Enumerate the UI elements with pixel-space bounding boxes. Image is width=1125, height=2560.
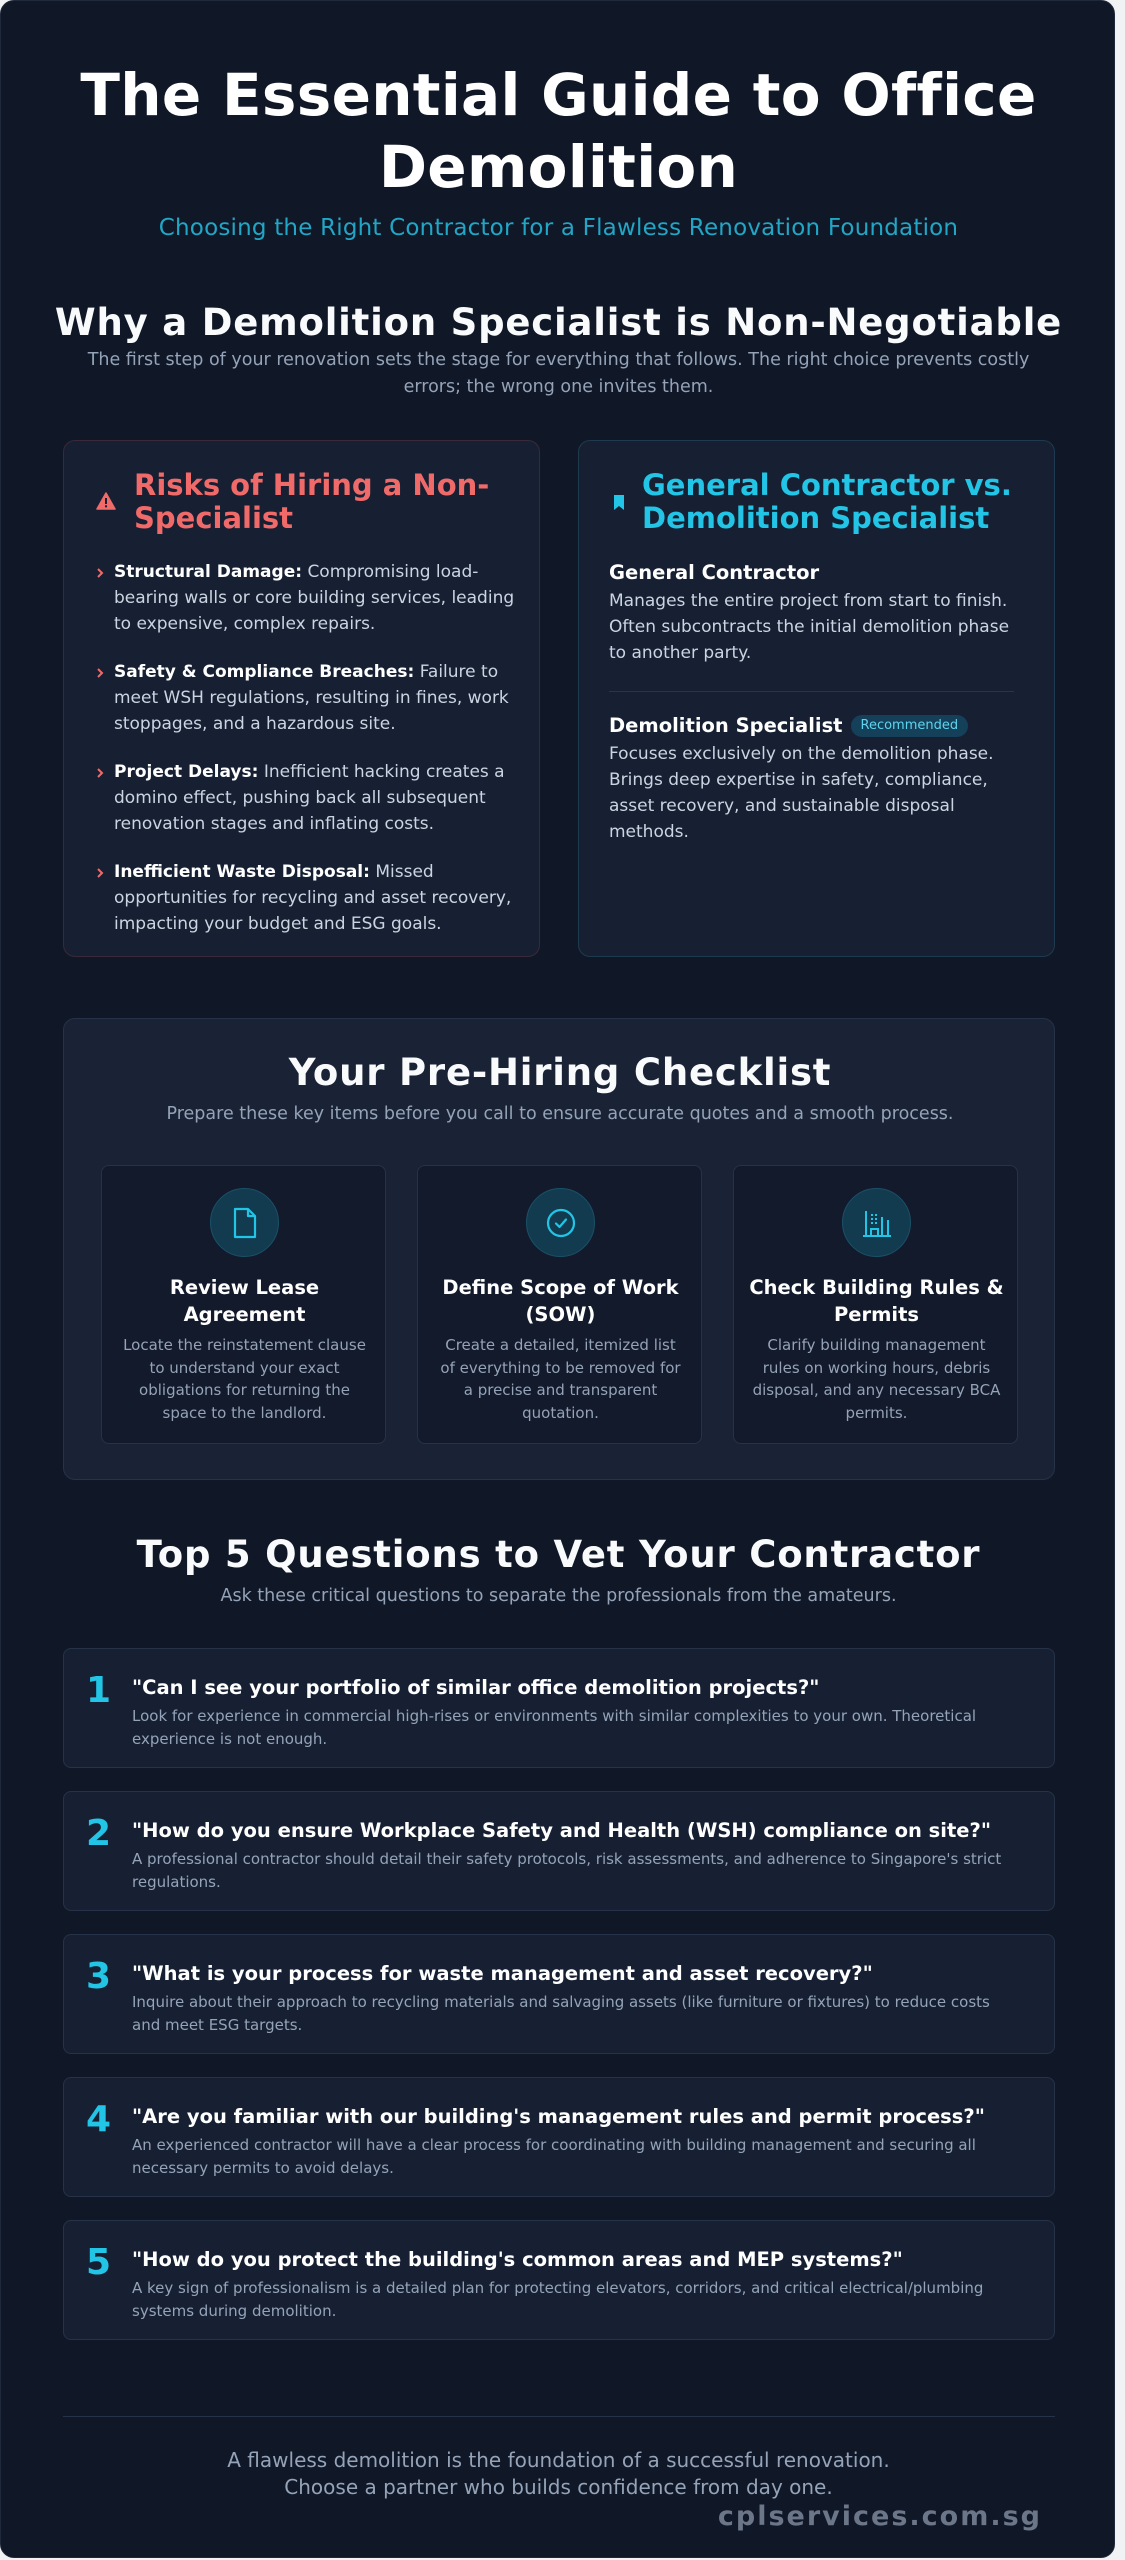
question-text: Inquire about their approach to recycling materials and salvaging assets (like furniture or fixtures) to reduce costs and meet ESG targets. <box>132 1993 990 2034</box>
checklist-item <box>101 1165 386 1444</box>
checklist-subtitle: Prepare these key items before you call to ensure accurate quotes and a smooth process. <box>166 1104 954 1124</box>
risk-label: Inefficient Waste Disposal: <box>114 862 370 882</box>
checklist-item-text: Clarify building management rules on working hours, debris disposal, and any necessary BCA permits. <box>752 1336 1001 1422</box>
question-number: 5 <box>86 2242 112 2283</box>
comparison-card-title: General Contractor vs. Demolition Specialist <box>642 468 1012 535</box>
recommended-badge: Recommended <box>851 715 969 737</box>
risk-text: Inefficient hacking creates a domino effect, pushing back all subsequent renovation stages and inflating costs. <box>114 762 505 834</box>
checklist-item <box>733 1165 1018 1444</box>
bookmark-icon <box>613 494 625 511</box>
demolition-specialist-text: Focuses exclusively on the demolition phase. Brings deep expertise in safety, compliance, asset recovery, and sustainable disposal methods. <box>609 744 994 842</box>
footer-line-2: Choose a partner who builds confidence from day one. <box>284 2475 833 2499</box>
checklist-item-text: Create a detailed, itemized list of everything to be removed for a precise and transparent quotation. <box>440 1336 681 1422</box>
question-number: 1 <box>86 1670 112 1711</box>
question-number: 4 <box>86 2099 112 2140</box>
checklist-item-title: Define Scope of Work (SOW) <box>442 1276 679 1326</box>
page-subtitle: Choosing the Right Contractor for a Flawless Renovation Foundation <box>158 215 959 241</box>
question-title: "How do you protect the building's common areas and MEP systems?" <box>132 2248 903 2271</box>
question-card <box>63 2077 1055 2197</box>
footer-line-1: A flawless demolition is the foundation of a successful renovation. <box>227 2448 890 2472</box>
checklist-item <box>417 1165 702 1444</box>
brand-url: cplservices.com.sg <box>717 2501 1042 2532</box>
chevron-right-icon <box>96 868 104 878</box>
why-section-title: Why a Demolition Specialist is Non-Negotiable <box>54 301 1063 344</box>
risk-label: Structural Damage: <box>114 562 303 582</box>
checklist-section <box>63 1018 1055 1480</box>
question-card <box>63 1934 1055 2054</box>
question-card <box>63 1791 1055 1911</box>
divider <box>609 691 1014 692</box>
demolition-specialist-title: Demolition Specialist <box>609 714 843 737</box>
question-text: Look for experience in commercial high-rises or environments with similar complexities to your own. Theoretical experience is not enough. <box>132 1707 977 1748</box>
question-number: 3 <box>86 1956 112 1997</box>
risk-item <box>96 659 516 737</box>
question-text: A key sign of professionalism is a detailed plan for protecting elevators, corridors, and critical electrical/plumbing systems during demolition. <box>132 2279 984 2320</box>
chevron-right-icon <box>96 568 104 578</box>
risk-item <box>96 859 516 937</box>
why-section-subtitle: The first step of your renovation sets the stage for everything that follows. The right choice prevents costly errors; the wrong one invites them. <box>87 350 1030 397</box>
checklist-item-title: Review Lease Agreement <box>169 1276 320 1326</box>
risk-text: Failure to meet WSH regulations, resulting in fines, work stoppages, and a hazardous site. <box>114 662 509 734</box>
question-card <box>63 2220 1055 2340</box>
risk-label: Project Delays: <box>114 762 259 782</box>
checklist-item-title: Check Building Rules & Permits <box>749 1276 1004 1326</box>
question-title: "How do you ensure Workplace Safety and Health (WSH) compliance on site?" <box>132 1819 991 1842</box>
building-icon <box>842 1188 911 1257</box>
general-contractor-block <box>609 558 1029 666</box>
page-title: The Essential Guide to Office Demolition <box>80 61 1037 201</box>
chevron-right-icon <box>96 768 104 778</box>
general-contractor-text: Manages the entire project from start to finish. Often subcontracts the initial demolition phase to another party. <box>609 591 1010 663</box>
question-text: A professional contractor should detail their safety protocols, risk assessments, and adherence to Singapore's strict regulations. <box>132 1850 1002 1891</box>
questions-subtitle: Ask these critical questions to separate the professionals from the amateurs. <box>220 1586 897 1606</box>
demolition-specialist-heading <box>609 711 1029 741</box>
risks-list <box>96 559 516 959</box>
demolition-specialist-block <box>609 711 1029 845</box>
risk-item <box>96 559 516 637</box>
general-contractor-title: General Contractor <box>609 561 820 584</box>
question-card <box>63 1648 1055 1768</box>
risk-item <box>96 759 516 837</box>
question-title: "Can I see your portfolio of similar office demolition projects?" <box>132 1676 820 1699</box>
check-circle-icon <box>526 1188 595 1257</box>
risk-label: Safety & Compliance Breaches: <box>114 662 415 682</box>
question-number: 2 <box>86 1813 112 1854</box>
risks-card-title: Risks of Hiring a Non-Specialist <box>134 468 490 535</box>
document-icon <box>210 1188 279 1257</box>
checklist-item-text: Locate the reinstatement clause to understand your exact obligations for returning the space to the landlord. <box>123 1336 366 1422</box>
footer-tagline <box>1 2447 1115 2501</box>
footer-divider <box>63 2416 1055 2417</box>
comparison-card <box>578 440 1055 957</box>
question-title: "Are you familiar with our building's management rules and permit process?" <box>132 2105 985 2128</box>
questions-title: Top 5 Questions to Vet Your Contractor <box>136 1533 981 1576</box>
question-text: An experienced contractor will have a clear process for coordinating with building management and securing all necessary permits to avoid delays. <box>132 2136 976 2177</box>
risk-text: Compromising load-bearing walls or core building services, leading to expensive, complex repairs. <box>114 562 515 634</box>
risk-text: Missed opportunities for recycling and asset recovery, impacting your budget and ESG goals. <box>114 862 512 934</box>
risks-card <box>63 440 540 957</box>
chevron-right-icon <box>96 668 104 678</box>
warning-triangle-icon <box>96 491 116 511</box>
checklist-title: Your Pre-Hiring Checklist <box>288 1051 832 1094</box>
question-title: "What is your process for waste management and asset recovery?" <box>132 1962 873 1985</box>
